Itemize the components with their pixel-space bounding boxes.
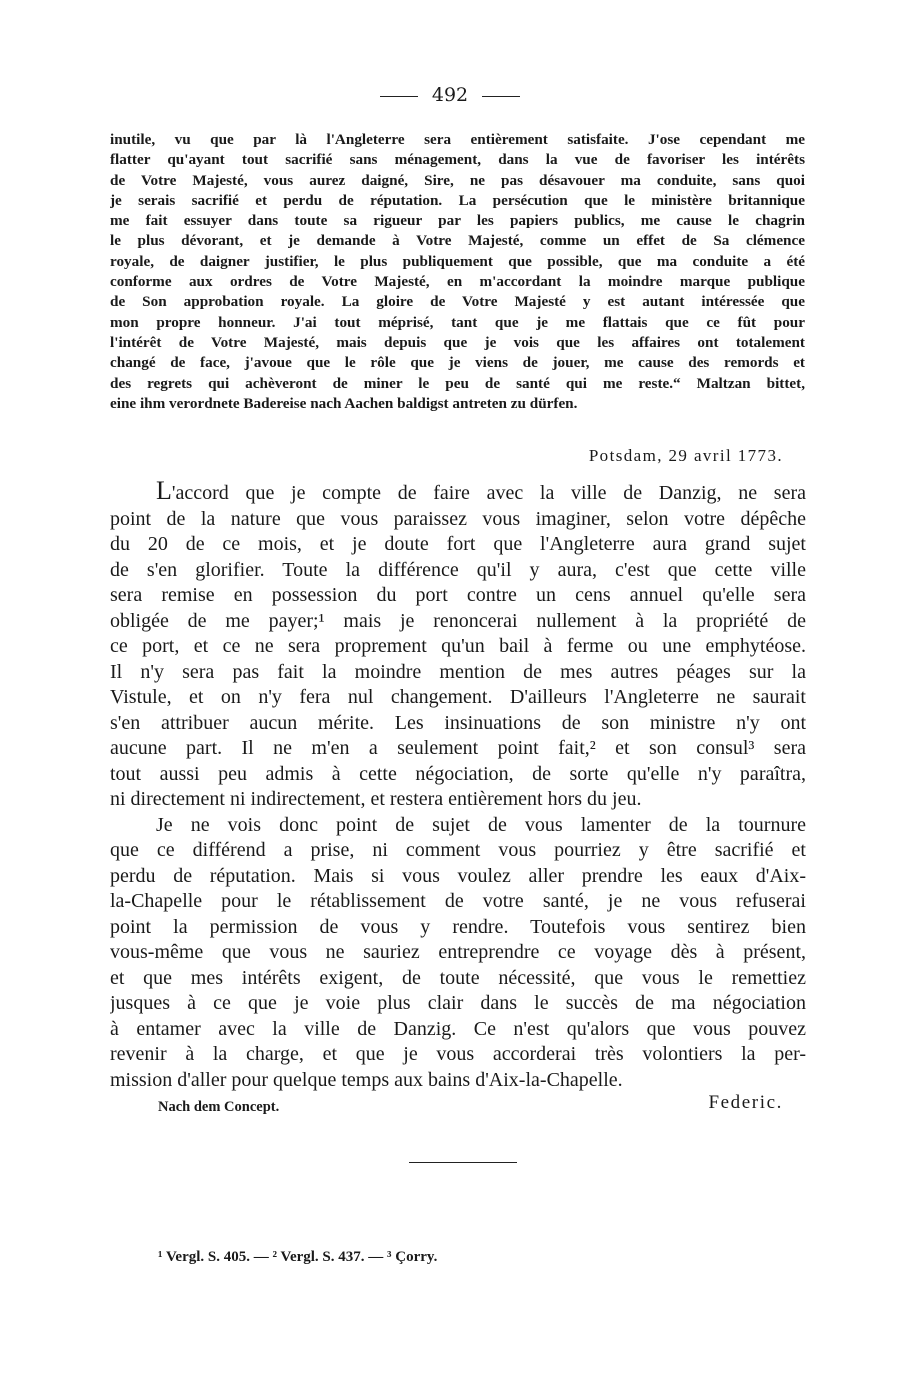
header-rule-left xyxy=(380,96,418,97)
summary-paragraph xyxy=(110,130,805,414)
summary-line: je serais sacrifié et perdu de réputation. La persécution que le ministère britannique xyxy=(110,191,805,209)
summary-line: me fait essuyer dans toute sa rigueur par les papiers publics, me cause le chagrin xyxy=(110,212,805,230)
letter-line: point de la nature que vous paraissez vous imaginer, selon votre dépêche xyxy=(110,507,806,530)
summary-line: eine ihm verordnete Badereise nach Aachen baldigst antreten zu dürfen. xyxy=(110,394,578,412)
letter-first-line xyxy=(110,478,806,507)
summary-line: de Votre Majesté, vous aurez daigné, Sire, ne pas désavouer ma conduite, sans quoi xyxy=(110,171,805,189)
letter-line: et que mes intérêts exigent, de toute nécessité, que vous le remettiez xyxy=(110,966,806,989)
letter-body xyxy=(110,478,806,1093)
header-rule-right xyxy=(482,96,520,97)
letter-line: ce port, et ce ne sera proprement qu'un bail à ferme ou une emphytéose. xyxy=(110,635,806,657)
summary-line: l'intérêt de Votre Majesté, mais depuis que je vois que les affaires ont totalement xyxy=(110,333,805,351)
letter-line: du 20 de ce mois, et je doute fort que l'Angleterre aura grand sujet xyxy=(110,533,806,555)
summary-line: flatter qu'ayant tout sacrifié sans ménagement, dans la vue de favoriser les intérêts xyxy=(110,151,805,169)
letter-line: Il n'y sera pas fait la moindre mention de mes autres péages sur la xyxy=(110,660,806,683)
page-number: 492 xyxy=(431,84,469,106)
page-header xyxy=(0,84,900,106)
letter-line: sera remise en possession du port contre un cens annuel qu'elle sera xyxy=(110,584,806,606)
source-note: Nach dem Concept. xyxy=(158,1099,280,1115)
summary-line: inutile, vu que par là l'Angleterre sera entièrement satisfaite. J'ose cependant me xyxy=(110,131,805,148)
letter-line: ni directement ni indirectement, et restera entièrement hors du jeu. xyxy=(110,788,642,810)
letter-line: Vistule, et on n'y fera nul changement. D'ailleurs l'Angleterre ne saurait xyxy=(110,686,806,708)
letter-line: perdu de réputation. Mais si vous voulez aller prendre les eaux d'Aix- xyxy=(110,864,806,887)
letter-line: jusques à ce que je voie plus clair dans le succès de ma négociation xyxy=(110,992,806,1014)
letter-line: s'en attribuer aucun mérite. Les insinuations de son ministre n'y ont xyxy=(110,711,806,734)
footnote-separator xyxy=(409,1162,517,1163)
summary-line: de Son approbation royale. La gloire de Votre Majesté y est autant intéressée que xyxy=(110,293,805,311)
first-line-text: 'accord que je compte de faire avec la ville de Danzig, ne sera xyxy=(171,482,806,504)
letter-line: revenir à la charge, et que je vous accorderai très volontiers la per- xyxy=(110,1043,806,1065)
letter-line: Je ne vois donc point de sujet de vous lamenter de la tournure xyxy=(156,813,806,836)
letter-line: vous-même que vous ne sauriez entreprendre ce voyage dès à présent, xyxy=(110,941,806,963)
letter-line: de s'en glorifier. Toute la différence qu'il y aura, c'est que cette ville xyxy=(110,558,806,581)
letter-line: mission d'aller pour quelque temps aux bains d'Aix-la-Chapelle. xyxy=(110,1068,623,1091)
letter-line: point la permission de vous y rendre. Toutefois vous sentirez bien xyxy=(110,915,806,938)
summary-line: des regrets qui achèveront de miner le peu de santé qui me reste.“ Maltzan bittet, xyxy=(110,374,805,392)
summary-line: royale, de daigner justifier, le plus publiquement que possible, que ma conduite a été xyxy=(110,252,805,270)
dateline: Potsdam, 29 avril 1773. xyxy=(588,446,783,465)
footnotes: ¹ Vergl. S. 405. — ² Vergl. S. 437. — ³ Çorry. xyxy=(158,1249,438,1265)
letter-line: tout aussi peu admis à cette négociation, de sorte qu'elle n'y paraîtra, xyxy=(110,762,806,785)
letter-line: aucune part. Il ne m'en a seulement point fait,² et son consul³ sera xyxy=(110,737,806,759)
summary-line: mon propre honneur. J'ai tout méprisé, tant que je me flattais que ce fût pour xyxy=(110,313,805,331)
summary-line: changé de face, j'avoue que le rôle que je viens de jouer, me cause des remords et xyxy=(110,354,805,372)
letter-line: à entamer avec la ville de Danzig. Ce n'est qu'alors que vous pouvez xyxy=(110,1017,806,1040)
letter-line: obligée de me payer;¹ mais je renoncerai nullement à la propriété de xyxy=(110,609,806,632)
letter-line: que ce différend a prise, ni comment vous pourriez y être sacrifié et xyxy=(110,839,806,861)
drop-letter: L xyxy=(156,478,172,505)
letter-line: la-Chapelle pour le rétablissement de votre santé, je ne vous refuserai xyxy=(110,890,806,912)
signature: Federic. xyxy=(708,1092,783,1113)
summary-line: le plus dévorant, et je demande à Votre Majesté, comme un effet de Sa clémence xyxy=(110,232,805,250)
summary-line: conforme aux ordres de Votre Majesté, en m'accordant la moindre marque publique xyxy=(110,273,805,291)
